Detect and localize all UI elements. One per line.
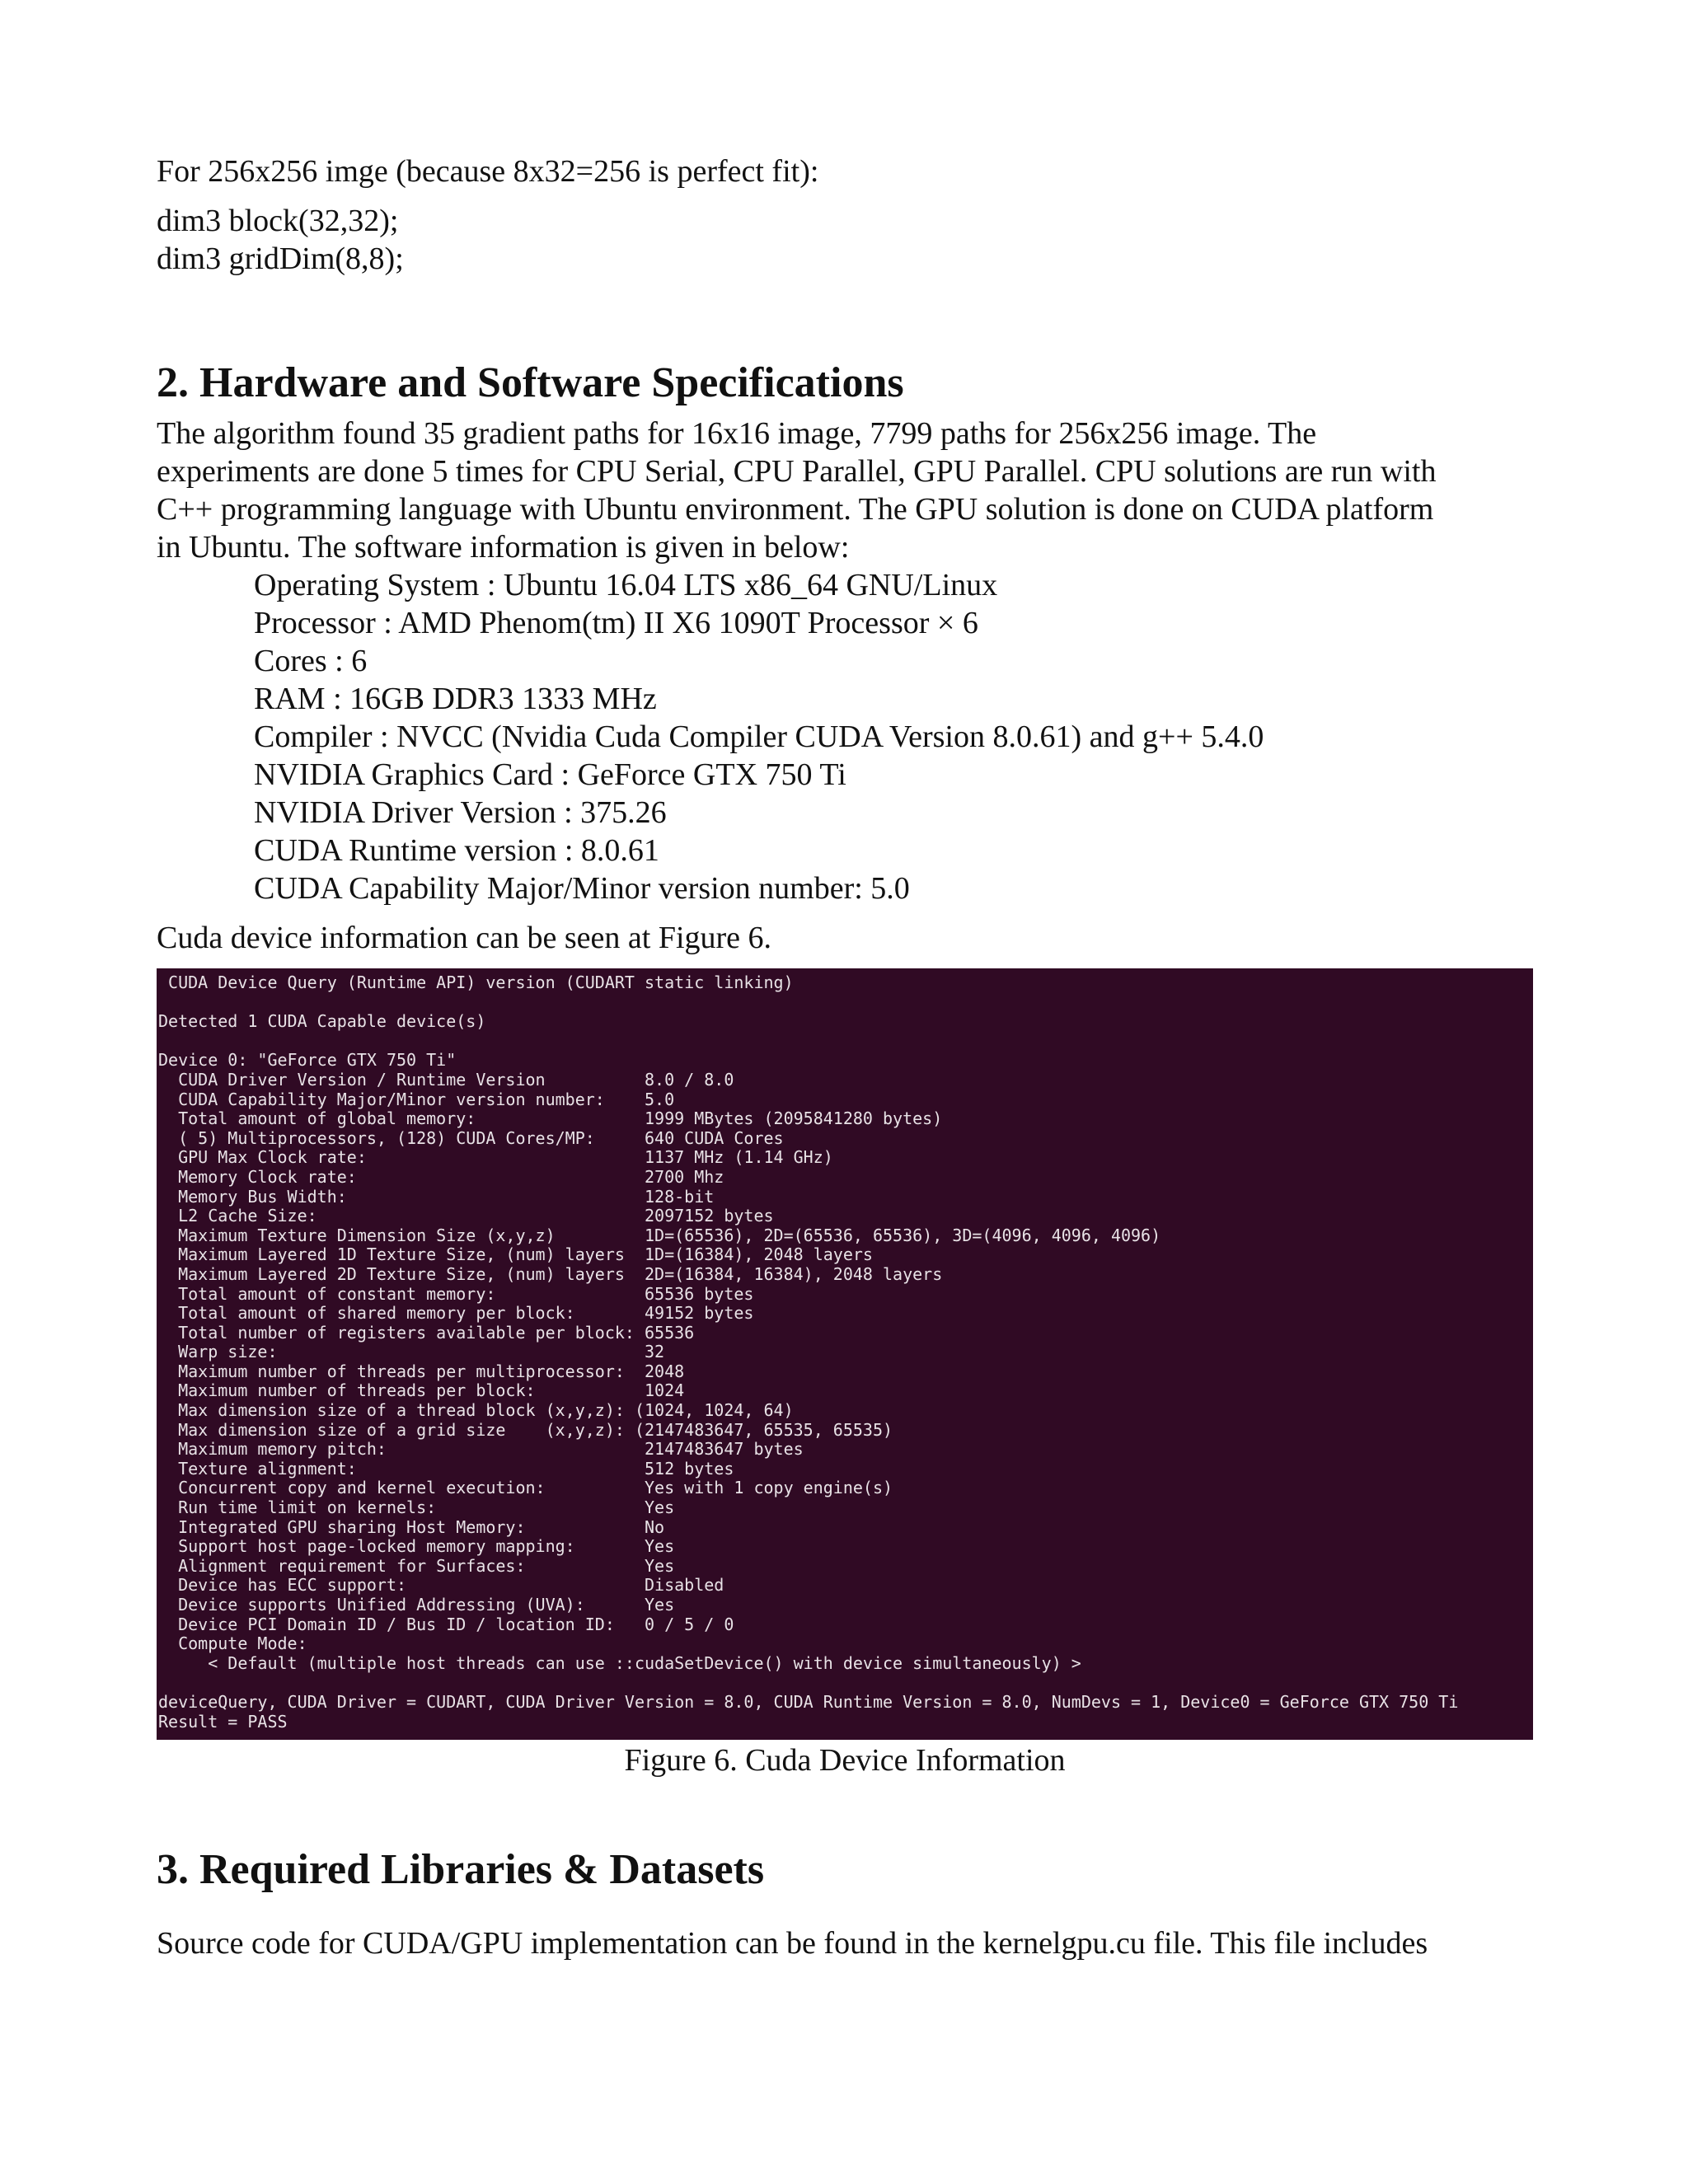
- spec-item-driver-version: NVIDIA Driver Version : 375.26: [254, 795, 667, 830]
- terminal-line: Maximum number of threads per block: 1024: [158, 1380, 685, 1401]
- libraries-paragraph: Source code for CUDA/GPU implementation can be found in the kernelgpu.cu file. This file includes: [157, 1926, 1428, 1961]
- terminal-line: Maximum Texture Dimension Size (x,y,z) 1D=(65536), 2D=(65536, 65536), 3D=(4096, 4096, 4096): [158, 1225, 1161, 1245]
- spec-item-cores: Cores : 6: [254, 644, 368, 678]
- section-heading-hardware: 2. Hardware and Software Specifications: [157, 359, 904, 406]
- terminal-line: Maximum number of threads per multiprocessor: 2048: [158, 1361, 685, 1381]
- spec-item-cuda-runtime: CUDA Runtime version : 8.0.61: [254, 833, 659, 868]
- terminal-line: Warp size: 32: [158, 1342, 665, 1362]
- terminal-line: Max dimension size of a grid size (x,y,z): (2147483647, 65535, 65535): [158, 1419, 893, 1440]
- terminal-line: Max dimension size of a thread block (x,y,z): (1024, 1024, 64): [158, 1400, 794, 1421]
- terminal-line: Device supports Unified Addressing (UVA): Yes: [158, 1595, 675, 1615]
- terminal-line: Alignment requirement for Surfaces: Yes: [158, 1555, 675, 1576]
- terminal-line: [158, 1032, 1533, 1052]
- terminal-line: Detected 1 CUDA Capable device(s): [158, 1011, 486, 1032]
- code-line-grid: dim3 gridDim(8,8);: [157, 241, 404, 276]
- terminal-line: Support host page-locked memory mapping: Yes: [158, 1536, 675, 1557]
- terminal-line: Memory Clock rate: 2700 Mhz: [158, 1166, 724, 1187]
- section-heading-libraries: 3. Required Libraries & Datasets: [157, 1846, 765, 1893]
- terminal-line: Total amount of shared memory per block: 49152 bytes: [158, 1303, 754, 1324]
- terminal-line: Integrated GPU sharing Host Memory: No: [158, 1516, 665, 1537]
- terminal-line: Memory Bus Width: 128-bit: [158, 1186, 715, 1207]
- figure-caption: Figure 6. Cuda Device Information: [624, 1743, 1066, 1778]
- paragraph-line: C++ programming language with Ubuntu environment. The GPU solution is done on CUDA platform: [157, 492, 1434, 527]
- spec-item-os: Operating System : Ubuntu 16.04 LTS x86_64 GNU/Linux: [254, 568, 998, 602]
- terminal-line: GPU Max Clock rate: 1137 MHz (1.14 GHz): [158, 1147, 833, 1168]
- terminal-line: deviceQuery, CUDA Driver = CUDART, CUDA Driver Version = 8.0, CUDA Runtime Version = 8.0, NumDevs = 1, Device0 = GeForce GTX 750 Ti: [158, 1691, 1459, 1712]
- terminal-line: CUDA Device Query (Runtime API) version (CUDART static linking): [158, 972, 794, 992]
- code-line-block: dim3 block(32,32);: [157, 204, 399, 238]
- terminal-line: Compute Mode:: [158, 1633, 307, 1654]
- paragraph-line: in Ubuntu. The software information is given in below:: [157, 530, 850, 565]
- spec-item-graphics-card: NVIDIA Graphics Card : GeForce GTX 750 Ti: [254, 757, 846, 792]
- terminal-line: CUDA Driver Version / Runtime Version 8.0 / 8.0: [158, 1069, 734, 1090]
- spec-item-ram: RAM : 16GB DDR3 1333 MHz: [254, 682, 657, 716]
- code-snippet: [157, 202, 1541, 278]
- terminal-line: Run time limit on kernels: Yes: [158, 1497, 675, 1518]
- terminal-line: Total amount of constant memory: 65536 bytes: [158, 1283, 754, 1304]
- spec-item-compiler: Compiler : NVCC (Nvidia Cuda Compiler CUDA Version 8.0.61) and g++ 5.4.0: [254, 719, 1264, 754]
- paragraph-line: experiments are done 5 times for CPU Serial, CPU Parallel, GPU Parallel. CPU solutions are run with: [157, 454, 1437, 489]
- paragraph-line: The algorithm found 35 gradient paths for 16x16 image, 7799 paths for 256x256 image. The: [157, 416, 1317, 451]
- terminal-line: [158, 993, 1533, 1013]
- terminal-line: Maximum memory pitch: 2147483647 bytes: [158, 1439, 804, 1460]
- terminal-line: Total number of registers available per block: 65536: [158, 1322, 695, 1343]
- spec-item-cuda-capability: CUDA Capability Major/Minor version number: 5.0: [254, 871, 910, 906]
- terminal-line: [158, 1673, 1533, 1693]
- terminal-line: Texture alignment: 512 bytes: [158, 1458, 734, 1479]
- figure-intro: Cuda device information can be seen at Figure 6.: [157, 921, 772, 955]
- terminal-line: Maximum Layered 1D Texture Size, (num) layers 1D=(16384), 2048 layers: [158, 1244, 873, 1265]
- document-page: [157, 152, 1541, 1962]
- terminal-line: Concurrent copy and kernel execution: Yes with 1 copy engine(s): [158, 1478, 893, 1498]
- terminal-line: Maximum Layered 2D Texture Size, (num) layers 2D=(16384, 16384), 2048 layers: [158, 1263, 943, 1284]
- hardware-paragraph: [157, 415, 1541, 566]
- spec-item-processor: Processor : AMD Phenom(tm) II X6 1090T Processor × 6: [254, 606, 978, 640]
- terminal-line: L2 Cache Size: 2097152 bytes: [158, 1206, 774, 1226]
- terminal-line: < Default (multiple host threads can use ::cudaSetDevice() with device simultaneously) >: [158, 1652, 1081, 1673]
- terminal-line: ( 5) Multiprocessors, (128) CUDA Cores/MP: 640 CUDA Cores: [158, 1127, 784, 1148]
- spec-list: [254, 566, 1541, 907]
- terminal-screenshot: [157, 968, 1533, 1740]
- terminal-line: Result = PASS: [158, 1711, 288, 1732]
- terminal-line: Total amount of global memory: 1999 MBytes (2095841280 bytes): [158, 1108, 943, 1129]
- terminal-line: Device 0: "GeForce GTX 750 Ti": [158, 1050, 457, 1071]
- terminal-line: CUDA Capability Major/Minor version number: 5.0: [158, 1089, 675, 1109]
- terminal-line: Device has ECC support: Disabled: [158, 1575, 724, 1596]
- terminal-line: Device PCI Domain ID / Bus ID / location ID: 0 / 5 / 0: [158, 1614, 734, 1634]
- intro-line: For 256x256 imge (because 8x32=256 is perfect fit):: [157, 154, 819, 189]
